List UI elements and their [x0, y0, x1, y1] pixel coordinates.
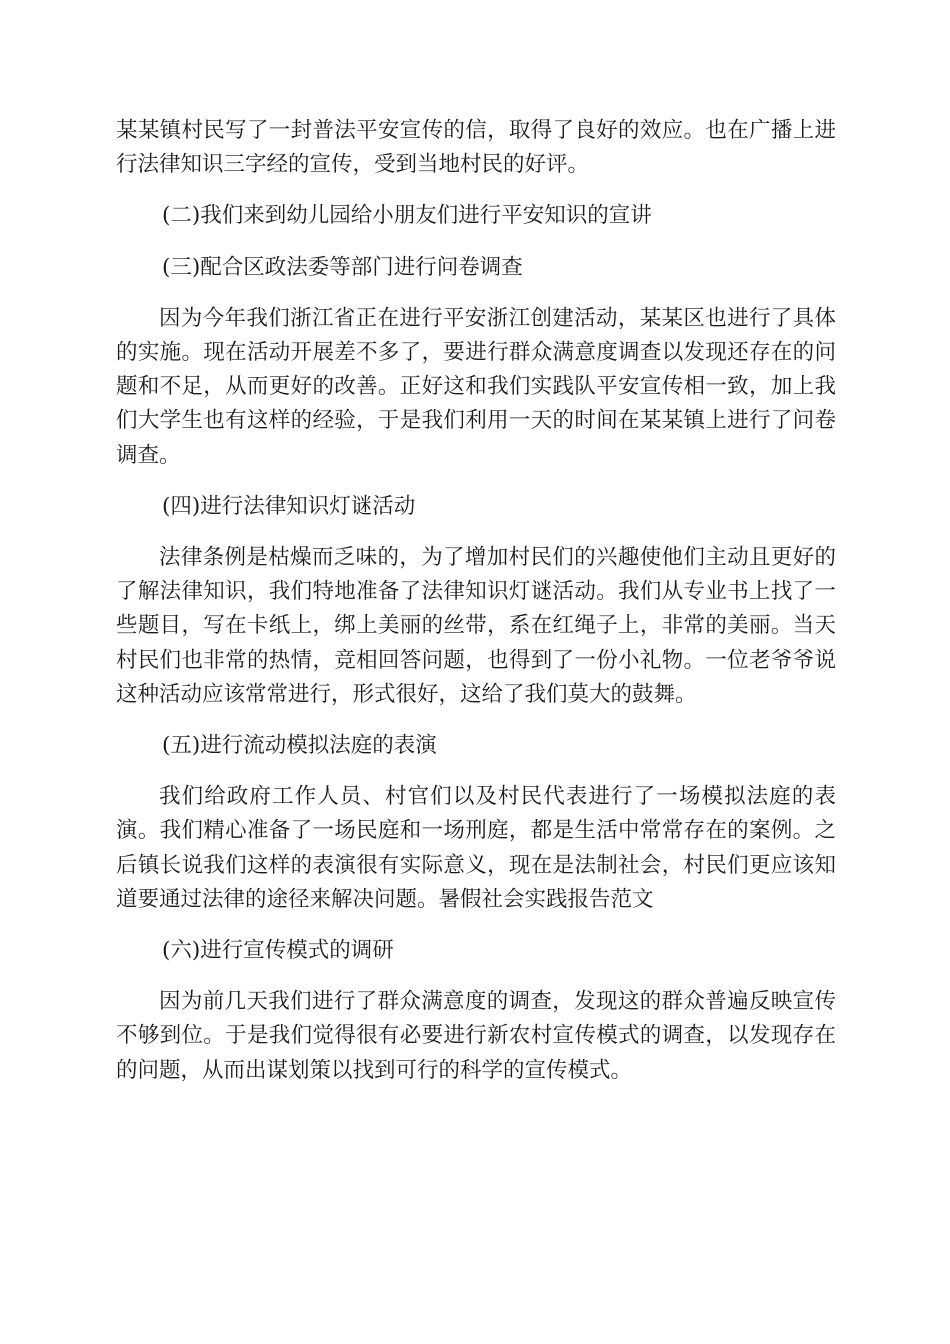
- paragraph-mock-court: 我们给政府工作人员、村官们以及村民代表进行了一场模拟法庭的表演。我们精心准备了一场民庭和一场刑庭，都是生活中常常存在的案例。之后镇长说我们这样的表演很有实际意义，现在是法制社会，村民们更应该知道要通过法律的途径来解决问题。暑假社会实践报告范文: [116, 784, 836, 912]
- paragraph-publicity-research: 因为前几天我们进行了群众满意度的调查，发现这的群众普遍反映宣传不够到位。于是我们觉得很有必要进行新农村宣传模式的调查，以发现存在的问题，从而出谋划策以找到可行的科学的宣传模式。: [116, 989, 836, 1083]
- paragraph-questionnaire: 因为今年我们浙江省正在进行平安浙江创建活动，某某区也进行了具体的实施。现在活动开展差不多了，要进行群众满意度调查以发现还存在的问题和不足，从而更好的改善。正好这和我们实践队平安宣传相一致，加上我们大学生也有这样的经验，于是我们利用一天的时间在某某镇上进行了问卷调查。: [116, 305, 836, 468]
- section-heading-mock-court: (五)进行流动模拟法庭的表演: [162, 733, 437, 759]
- document-body: [116, 114, 836, 1088]
- section-heading-publicity-research: (六)进行宣传模式的调研: [162, 938, 394, 964]
- section-heading-riddles: (四)进行法律知识灯谜活动: [162, 493, 416, 519]
- paragraph-riddles: 法律条例是枯燥而乏味的，为了增加村民们的兴趣使他们主动且更好的了解法律知识，我们特地准备了法律知识灯谜活动。我们从专业书上找了一些题目，写在卡纸上，绑上美丽的丝带，系在红绳子上，非常的美丽。当天村民们也非常的热情，竞相回答问题，也得到了一份小礼物。一位老爷爷说这种活动应该常常进行，形式很好，这给了我们莫大的鼓舞。: [116, 545, 836, 707]
- paragraph-continued-outreach: 某某镇村民写了一封普法平安宣传的信，取得了良好的效应。也在广播上进行法律知识三字经的宣传，受到当地村民的好评。: [116, 118, 836, 178]
- section-heading-questionnaire: (三)配合区政法委等部门进行问卷调查: [162, 254, 523, 280]
- section-heading-kindergarten: (二)我们来到幼儿园给小朋友们进行平安知识的宣讲: [162, 203, 652, 229]
